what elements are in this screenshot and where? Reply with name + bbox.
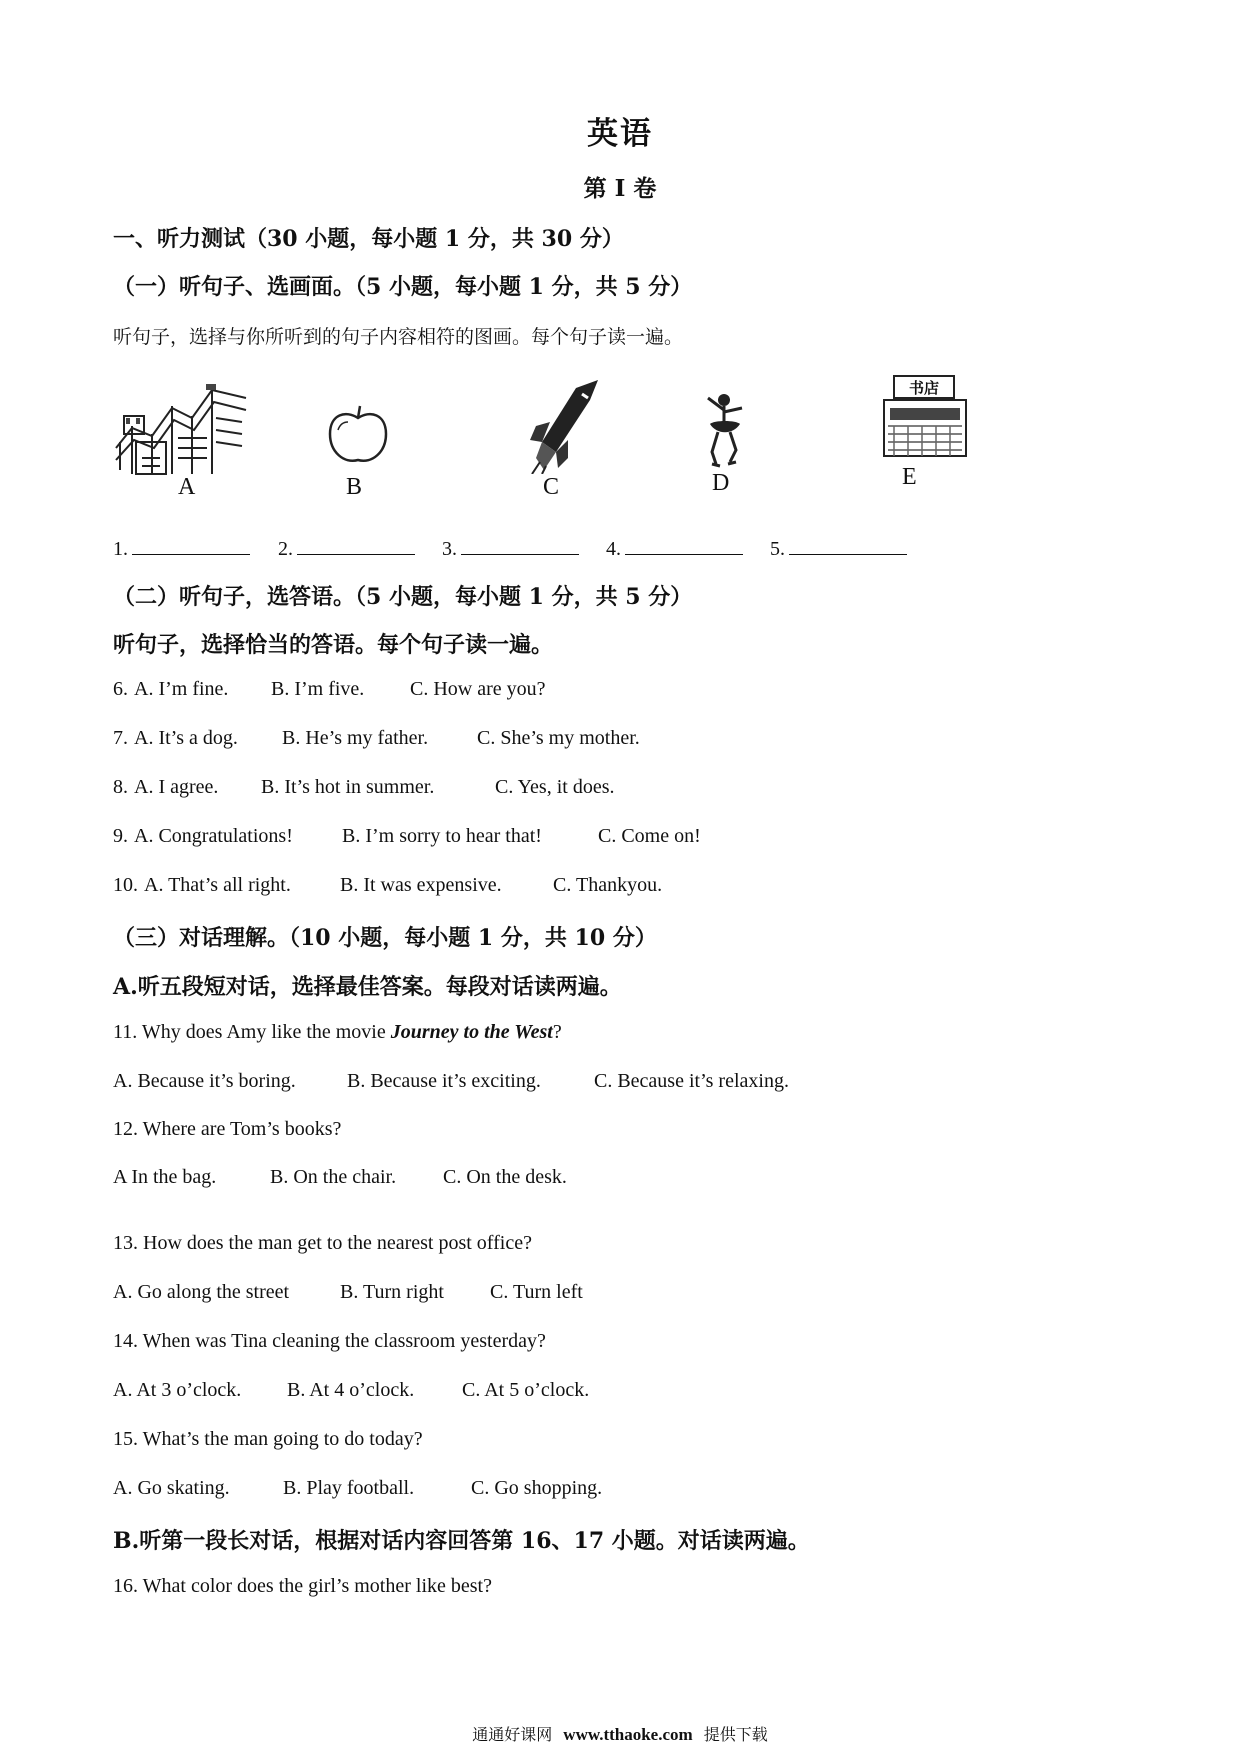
question-number: 7. bbox=[113, 727, 128, 749]
sec1-heading: （一）听句子、选画面。（5 小题，每小题 1 分，共 5 分） bbox=[113, 274, 693, 300]
blank-line bbox=[625, 534, 743, 555]
picture-label-a: A bbox=[178, 474, 196, 500]
option-a[interactable]: A. Go along the street bbox=[113, 1281, 290, 1303]
question-number: 10. bbox=[113, 874, 138, 896]
option-a[interactable]: A. I’m fine. bbox=[134, 678, 229, 700]
sec2-heading: （二）听句子，选答语。（5 小题，每小题 1 分，共 5 分） bbox=[113, 584, 693, 610]
picture-label-d: D bbox=[712, 470, 730, 496]
answer-blank-1[interactable] bbox=[113, 534, 250, 561]
option-c[interactable]: C. Because it’s relaxing. bbox=[594, 1070, 789, 1092]
option-c[interactable]: C. Turn left bbox=[490, 1281, 583, 1303]
blank-number: 2. bbox=[278, 538, 293, 560]
option-b[interactable]: B. He’s my father. bbox=[282, 727, 429, 749]
question-text bbox=[113, 1021, 562, 1044]
blank-line bbox=[297, 534, 415, 555]
question-number: 8. bbox=[113, 776, 128, 798]
rocket-icon bbox=[528, 378, 602, 474]
option-c[interactable]: C. On the desk. bbox=[443, 1166, 567, 1188]
footer-site-name: 通通好课网 bbox=[472, 1725, 553, 1744]
sec3-part-b: B.听第一段长对话，根据对话内容回答第 16、17 小题。对话读两遍。 bbox=[113, 1528, 810, 1554]
sec3-part-a: A.听五段短对话，选择最佳答案。每段对话读两遍。 bbox=[113, 974, 622, 1000]
option-c[interactable]: C. Thankyou. bbox=[553, 874, 663, 896]
option-a[interactable]: A. I agree. bbox=[134, 776, 219, 798]
question-text: 13. How does the man get to the nearest post office? bbox=[113, 1232, 532, 1254]
option-b[interactable]: B. I’m sorry to hear that! bbox=[342, 825, 542, 847]
option-a[interactable]: A In the bag. bbox=[113, 1166, 217, 1188]
option-c[interactable]: C. Yes, it does. bbox=[495, 776, 615, 798]
dancer-icon bbox=[700, 390, 750, 468]
option-b[interactable]: B. It was expensive. bbox=[340, 874, 502, 896]
blank-line bbox=[789, 534, 907, 555]
part1-heading: 一、听力测试（30 小题，每小题 1 分，共 30 分） bbox=[113, 226, 624, 252]
blank-line bbox=[461, 534, 579, 555]
option-a[interactable]: A. Because it’s boring. bbox=[113, 1070, 296, 1092]
page-title: 英语 bbox=[587, 116, 653, 152]
question-text: 16. What color does the girl’s mother like best? bbox=[113, 1575, 492, 1597]
option-b[interactable]: B. It’s hot in summer. bbox=[261, 776, 435, 798]
question-number: 9. bbox=[113, 825, 128, 847]
option-c[interactable]: C. How are you? bbox=[410, 678, 546, 700]
option-b[interactable]: B. On the chair. bbox=[270, 1166, 397, 1188]
blank-number: 5. bbox=[770, 538, 785, 560]
question-prefix: 11. Why does Amy like the movie bbox=[113, 1021, 391, 1043]
sec2-instruction: 听句子，选择恰当的答语。每个句子读一遍。 bbox=[113, 632, 554, 658]
answer-blank-4[interactable] bbox=[606, 534, 743, 561]
option-b[interactable]: B. Turn right bbox=[340, 1281, 444, 1303]
question-text: 15. What’s the man going to do today? bbox=[113, 1428, 423, 1450]
option-a[interactable]: A. Go skating. bbox=[113, 1477, 230, 1499]
question-number: 6. bbox=[113, 678, 128, 700]
question-text: 12. Where are Tom’s books? bbox=[113, 1118, 342, 1140]
question-suffix: ? bbox=[552, 1021, 562, 1043]
bookstore-sign: 书店 bbox=[908, 379, 940, 397]
apple-icon bbox=[326, 404, 390, 466]
option-a[interactable]: A. Congratulations! bbox=[134, 825, 293, 847]
answer-blank-5[interactable] bbox=[770, 534, 907, 561]
sec3-heading: （三）对话理解。（10 小题，每小题 1 分，共 10 分） bbox=[113, 925, 657, 951]
option-a[interactable]: A. At 3 o’clock. bbox=[113, 1379, 242, 1401]
picture-label-c: C bbox=[543, 474, 560, 500]
option-c[interactable]: C. She’s my mother. bbox=[477, 727, 640, 749]
option-b[interactable]: B. I’m five. bbox=[271, 678, 365, 700]
question-text: 14. When was Tina cleaning the classroom yesterday? bbox=[113, 1330, 546, 1352]
answer-blank-3[interactable] bbox=[442, 534, 579, 561]
option-b[interactable]: B. Play football. bbox=[283, 1477, 415, 1499]
blank-number: 4. bbox=[606, 538, 621, 560]
answer-blank-2[interactable] bbox=[278, 534, 415, 561]
movie-title: Journey to the West bbox=[390, 1021, 553, 1043]
option-c[interactable]: C. Go shopping. bbox=[471, 1477, 603, 1499]
bookstore-icon bbox=[880, 374, 970, 460]
option-a[interactable]: A. That’s all right. bbox=[144, 874, 291, 896]
option-a[interactable]: A. It’s a dog. bbox=[134, 727, 238, 749]
sec1-instruction: 听句子，选择与你所听到的句子内容相符的图画。每个句子读一遍。 bbox=[113, 326, 684, 348]
option-b[interactable]: B. Because it’s exciting. bbox=[347, 1070, 541, 1092]
picture-label-e: E bbox=[902, 464, 917, 490]
page-footer bbox=[0, 1722, 1240, 1745]
blank-number: 1. bbox=[113, 538, 128, 560]
footer-note: 提供下载 bbox=[703, 1725, 768, 1744]
volume-title: 第 I 卷 bbox=[583, 175, 657, 202]
option-b[interactable]: B. At 4 o’clock. bbox=[287, 1379, 415, 1401]
footer-url[interactable]: www.tthaoke.com bbox=[563, 1725, 693, 1744]
option-c[interactable]: C. Come on! bbox=[598, 825, 701, 847]
blank-line bbox=[132, 534, 250, 555]
blank-number: 3. bbox=[442, 538, 457, 560]
picture-label-b: B bbox=[346, 474, 363, 500]
great-wall-icon bbox=[112, 378, 250, 478]
option-c[interactable]: C. At 5 o’clock. bbox=[462, 1379, 590, 1401]
